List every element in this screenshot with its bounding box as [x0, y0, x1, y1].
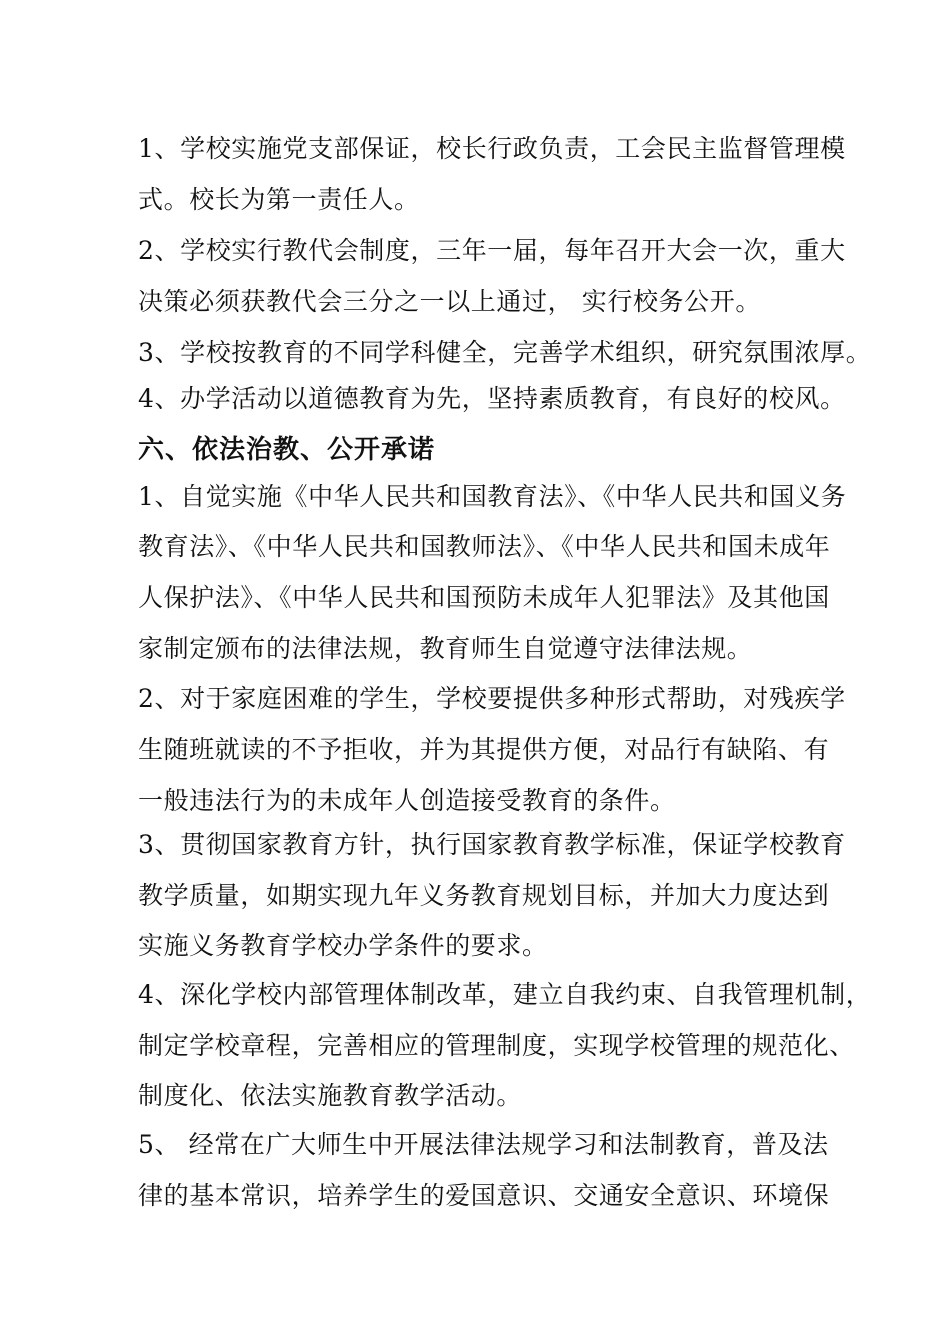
paragraph-line: 3、贯彻国家教育方针，执行国家教育教学标准，保证学校教育: [138, 830, 846, 859]
paragraph-line: 教学质量，如期实现九年义务教育规划目标，并加大力度达到: [138, 881, 830, 910]
section-heading: 六、依法治教、公开承诺: [138, 435, 436, 465]
paragraph-line: 教育法》、《中华人民共和国教师法》、《中华人民共和国未成年: [138, 532, 831, 561]
paragraph-line: 一般违法行为的未成年人创造接受教育的条件。: [138, 786, 676, 815]
paragraph-line: 家制定颁布的法律法规，教育师生自觉遵守法律法规。: [138, 634, 753, 663]
paragraph-line: 制度化、依法实施教育教学活动。: [138, 1081, 523, 1110]
paragraph-line: 4、深化学校内部管理体制改革，建立自我约束、自我管理机制，: [138, 980, 872, 1009]
paragraph-line: 实施义务教育学校办学条件的要求。: [138, 931, 548, 960]
paragraph-line: 人保护法》、《中华人民共和国预防未成年人犯罪法》及其他国: [138, 583, 830, 612]
paragraph-line: 2、对于家庭困难的学生，学校要提供多种形式帮助，对残疾学: [138, 684, 846, 713]
paragraph-line: 式。校长为第一责任人。: [138, 185, 420, 214]
paragraph-line: 1、学校实施党支部保证，校长行政负责，工会民主监督管理模: [138, 134, 846, 163]
paragraph-line: 2、学校实行教代会制度，三年一届，每年召开大会一次，重大: [138, 236, 846, 265]
paragraph-line: 3、学校按教育的不同学科健全，完善学术组织，研究氛围浓厚。: [138, 338, 872, 367]
paragraph-line: 决策必须获教代会三分之一以上通过， 实行校务公开。: [138, 287, 761, 316]
paragraph-line: 5、 经常在广大师生中开展法律法规学习和法制教育，普及法: [138, 1130, 829, 1159]
paragraph-line: 1、自觉实施《中华人民共和国教育法》、《中华人民共和国义务: [138, 482, 847, 511]
paragraph-line: 生随班就读的不予拒收，并为其提供方便，对品行有缺陷、有: [138, 735, 830, 764]
paragraph-line: 制定学校章程，完善相应的管理制度，实现学校管理的规范化、: [138, 1031, 855, 1060]
paragraph-line: 律的基本常识，培养学生的爱国意识、交通安全意识、环境保: [138, 1181, 830, 1210]
paragraph-line: 4、办学活动以道德教育为先，坚持素质教育，有良好的校风。: [138, 384, 846, 413]
